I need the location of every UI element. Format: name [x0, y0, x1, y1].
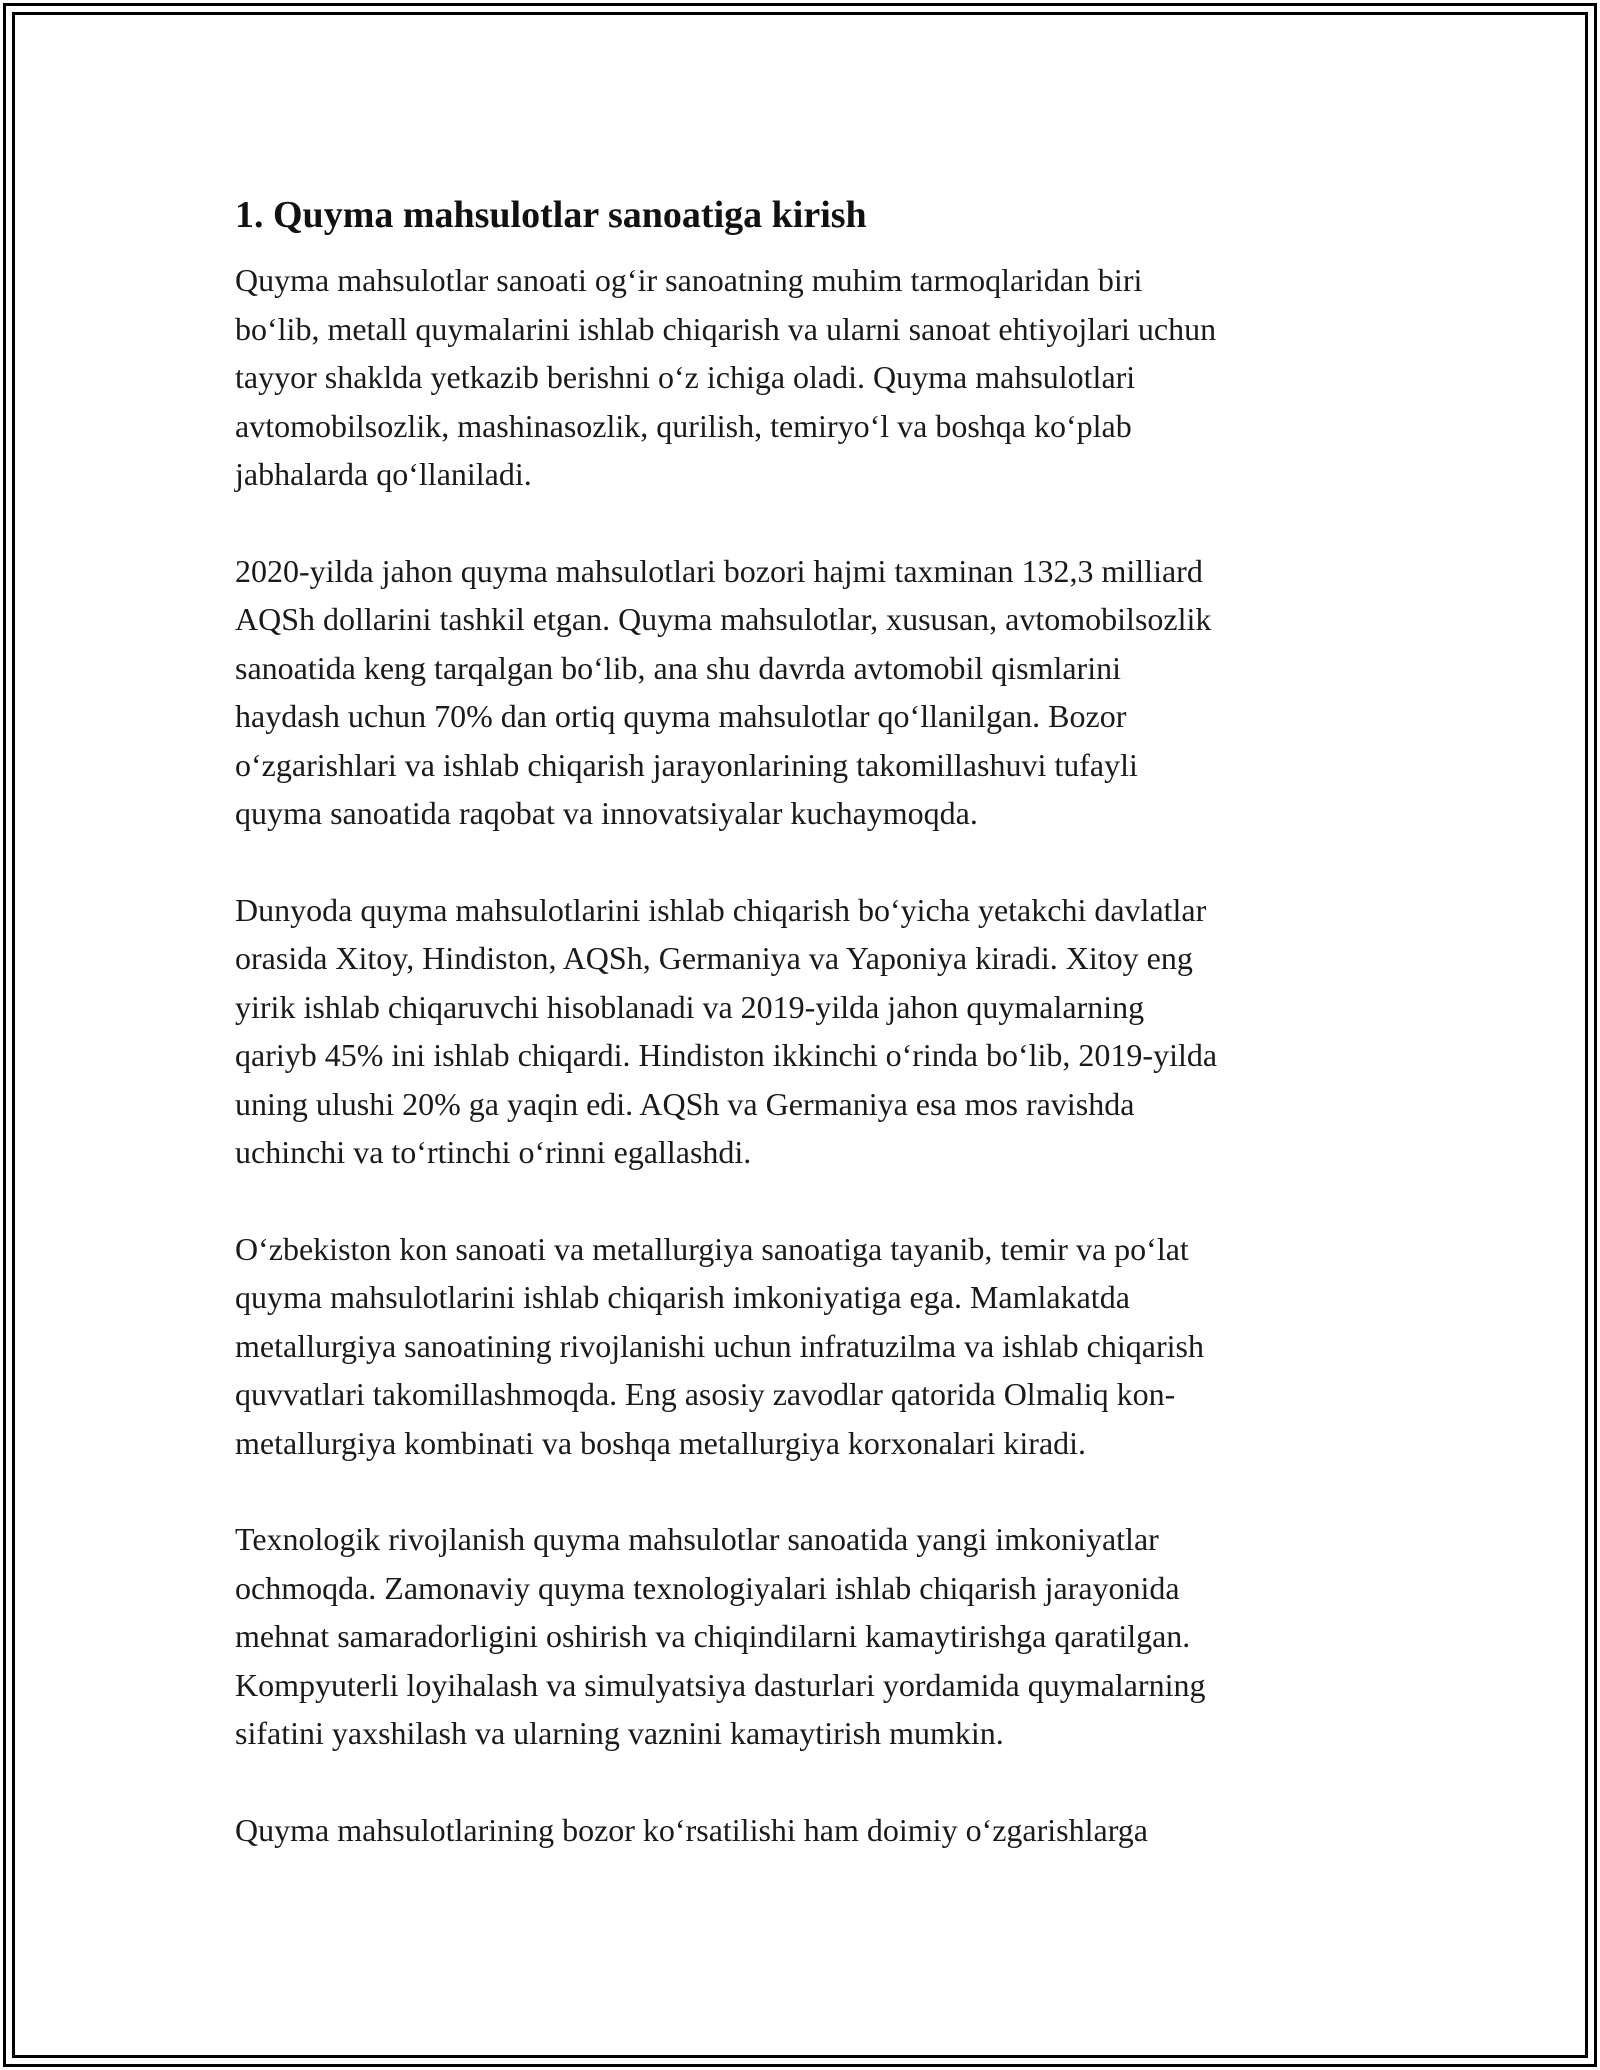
paragraph-1: Quyma mahsulotlar sanoati og‘ir sanoatning muhim tarmoqlaridan biri bo‘lib, metall quymalarini ishlab chiqarish va ularni sanoat ehtiyojlari uchun tayyor shaklda yetkazib berishni o‘z ichiga oladi. Quyma mahsulotlari avtomobilsozlik, mashinasozlik, qurilish, temiryo‘l va boshqa ko‘plab jabhalarda qo‘llaniladi.: [235, 262, 1217, 492]
paragraph-3: Dunyoda quyma mahsulotlarini ishlab chiqarish bo‘yicha yetakchi davlatlar orasida Xitoy, Hindiston, AQSh, Germaniya va Yaponiya kiradi. Xitoy eng yirik ishlab chiqaruvchi hisoblanadi va 2019-yilda jahon quymalarning qariyb 45% ini ishlab chiqardi. Hindiston ikkinchi o‘rinda bo‘lib, 2019-yilda uning ulushi 20% ga yaqin edi. AQSh va Germaniya esa mos ravishda uchinchi va to‘rtinchi o‘rinni egallashdi.: [235, 891, 1218, 1170]
paragraph-4: O‘zbekiston kon sanoati va metallurgiya sanoatiga tayanib, temir va po‘lat quyma mahsulotlarini ishlab chiqarish imkoniyatiga ega. Mamlakatda metallurgiya sanoatining rivojlanishi uchun infratuzilma va ishlab chiqarish quvvatlari takomillashmoqda. Eng asosiy zavodlar qatorida Olmaliq kon- metallurgiya kombinati va boshqa metallurgiya korxonalari kiradi.: [235, 1230, 1204, 1461]
section-heading: 1. Quyma mahsulotlar sanoatiga kirish: [235, 194, 867, 236]
paragraph-5: Texnologik rivojlanish quyma mahsulotlar sanoatida yangi imkoniyatlar ochmoqda. Zamonaviy quyma texnologiyalari ishlab chiqarish jarayonida mehnat samaradorligini oshirish va chiqindilarni kamaytirishga qaratilgan. Kompyuterli loyihalash va simulyatsiya dasturlari yordamida quymalarning sifatini yaxshilash va ularning vaznini kamaytirish mumkin.: [235, 1521, 1206, 1751]
paragraph-6: Quyma mahsulotlarining bozor ko‘rsatilishi ham doimiy o‘zgarishlarga: [235, 1811, 1148, 1848]
paragraph-2: 2020-yilda jahon quyma mahsulotlari bozori hajmi taxminan 132,3 milliard AQSh dollarini tashkil etgan. Quyma mahsulotlar, xususan, avtomobilsozlik sanoatida keng tarqalgan bo‘lib, ana shu davrda avtomobil qismlarini haydash uchun 70% dan ortiq quyma mahsulotlar qo‘llanilgan. Bozor o‘zgarishlari va ishlab chiqarish jarayonlarining takomillashuvi tufayli quyma sanoatida raqobat va innovatsiyalar kuchaymoqda.: [235, 552, 1212, 831]
document-body: [235, 190, 1375, 1902]
